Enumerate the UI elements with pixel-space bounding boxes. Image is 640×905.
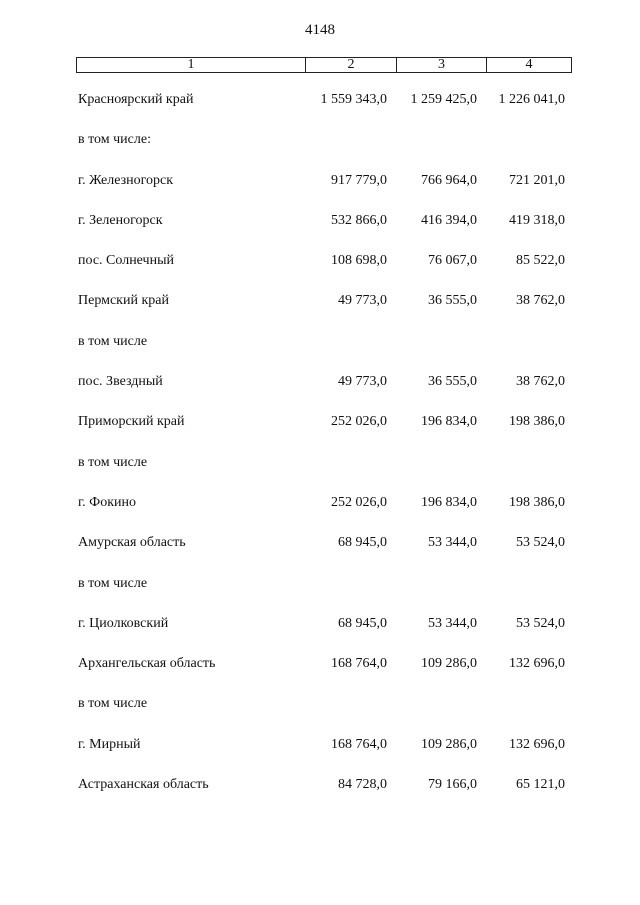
- row-value-col3: 109 286,0: [421, 736, 477, 752]
- row-name: г. Фокино: [78, 494, 137, 510]
- row-name: в том числе:: [78, 132, 151, 148]
- row-value-col2: 917 779,0: [331, 172, 387, 188]
- row-name: Пермский край: [78, 293, 169, 309]
- row-value-col3: 1 259 425,0: [410, 92, 477, 107]
- column-header-1: 1: [187, 57, 195, 72]
- row-value-col2: 108 698,0: [331, 253, 387, 269]
- row-name: пос. Звездный: [78, 374, 163, 390]
- row-value-col2: 68 945,0: [338, 535, 387, 551]
- row-name: в том числе: [78, 454, 148, 470]
- table-row: [0, 765, 640, 805]
- row-name: в том числе: [78, 575, 148, 591]
- row-value-col3: 196 834,0: [421, 414, 477, 430]
- row-name: Астраханская область: [78, 777, 209, 793]
- row-value-col4: 198 386,0: [509, 494, 565, 510]
- row-value-col4: 721 201,0: [509, 172, 565, 188]
- column-header-4: 4: [486, 58, 571, 72]
- row-value-col4: 85 522,0: [516, 253, 565, 269]
- row-value-col3: 79 166,0: [428, 777, 477, 793]
- row-value-col4: 38 762,0: [516, 374, 565, 390]
- table-row: [0, 322, 640, 362]
- page-number: 4148: [305, 22, 335, 38]
- table-row: [0, 483, 640, 523]
- column-header-3: 3: [396, 58, 486, 72]
- table-row: [0, 362, 640, 402]
- row-value-col4: 132 696,0: [509, 656, 565, 672]
- table-row: [0, 281, 640, 321]
- table-row: [0, 684, 640, 724]
- table-row: [0, 120, 640, 160]
- table-row: [0, 604, 640, 644]
- table-header-row: [76, 57, 572, 73]
- row-value-col3: 196 834,0: [421, 494, 477, 510]
- row-value-col4: 1 226 041,0: [498, 92, 565, 107]
- row-value-col3: 109 286,0: [421, 656, 477, 672]
- table-row: [0, 161, 640, 201]
- row-value-col3: 53 344,0: [428, 615, 477, 631]
- row-name: г. Зеленогорск: [78, 212, 163, 228]
- row-value-col4: 65 121,0: [516, 777, 565, 793]
- column-header-2: 2: [305, 58, 396, 72]
- row-value-col4: 38 762,0: [516, 293, 565, 309]
- table-row: [0, 201, 640, 241]
- row-value-col2: 49 773,0: [338, 374, 387, 390]
- row-value-col4: 198 386,0: [509, 414, 565, 430]
- row-value-col3: 53 344,0: [428, 535, 477, 551]
- row-value-col2: 168 764,0: [331, 736, 387, 752]
- row-name: г. Железногорск: [78, 172, 174, 188]
- row-value-col3: 76 067,0: [428, 253, 477, 269]
- row-value-col3: 766 964,0: [421, 172, 477, 188]
- row-value-col4: 419 318,0: [509, 212, 565, 228]
- table-body: [0, 80, 640, 805]
- row-value-col2: 252 026,0: [331, 414, 387, 430]
- table-row: [0, 725, 640, 765]
- row-name: пос. Солнечный: [78, 253, 174, 269]
- row-value-col3: 36 555,0: [428, 374, 477, 390]
- row-name: в том числе: [78, 333, 148, 349]
- row-value-col2: 49 773,0: [338, 293, 387, 309]
- row-value-col4: 53 524,0: [516, 535, 565, 551]
- row-name: Красноярский край: [78, 92, 194, 107]
- row-value-col2: 68 945,0: [338, 615, 387, 631]
- row-name: Приморский край: [78, 414, 185, 430]
- table-row: [0, 564, 640, 604]
- row-value-col2: 532 866,0: [331, 212, 387, 228]
- row-value-col2: 84 728,0: [338, 777, 387, 793]
- table-row: [0, 241, 640, 281]
- row-value-col4: 132 696,0: [509, 736, 565, 752]
- row-name: г. Циолковский: [78, 615, 169, 631]
- row-value-col2: 168 764,0: [331, 656, 387, 672]
- row-value-col2: 252 026,0: [331, 494, 387, 510]
- table-row: [0, 443, 640, 483]
- table-row: [0, 402, 640, 442]
- row-value-col3: 36 555,0: [428, 293, 477, 309]
- row-value-col2: 1 559 343,0: [320, 92, 387, 107]
- row-value-col3: 416 394,0: [421, 212, 477, 228]
- table-row: [0, 523, 640, 563]
- row-value-col4: 53 524,0: [516, 615, 565, 631]
- table-row: [0, 644, 640, 684]
- table-row: [0, 80, 640, 120]
- row-name: г. Мирный: [78, 736, 141, 752]
- row-name: Архангельская область: [78, 656, 216, 672]
- row-name: в том числе: [78, 696, 148, 712]
- row-name: Амурская область: [78, 535, 186, 551]
